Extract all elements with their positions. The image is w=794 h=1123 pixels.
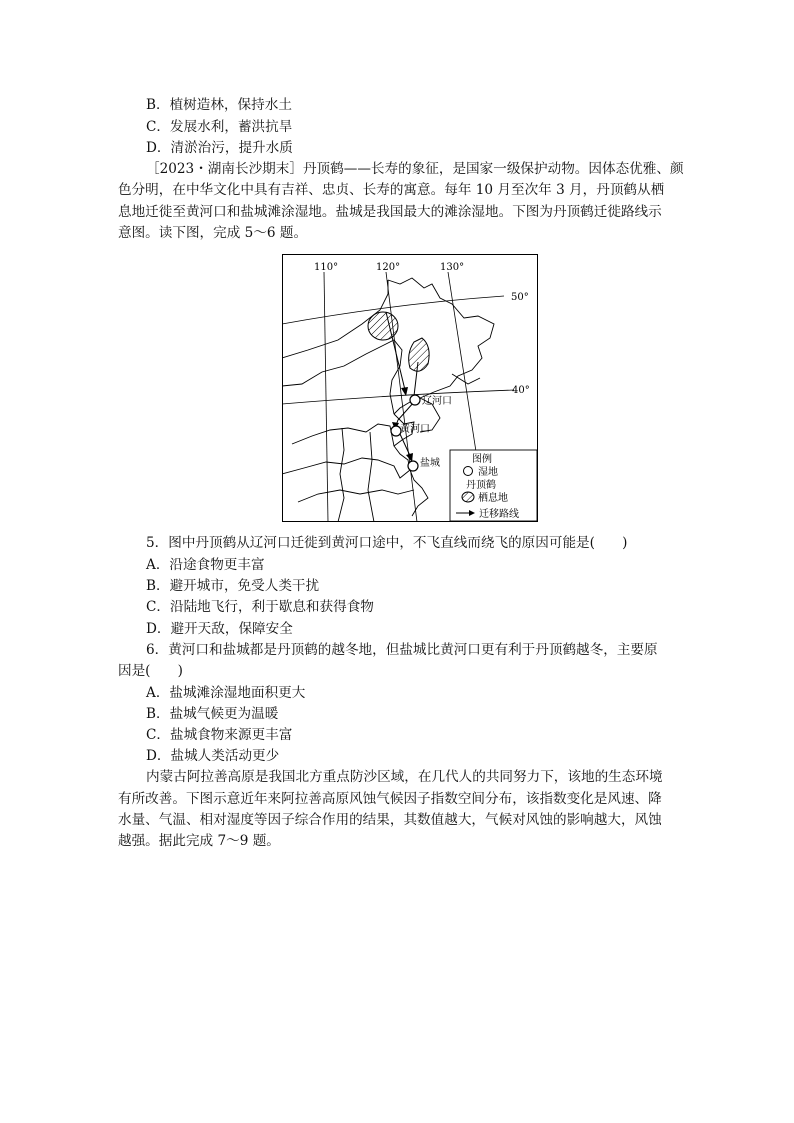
wetland-yancheng (408, 461, 418, 471)
place-label-liaohekou: 辽河口 (422, 396, 452, 407)
q6-stem-line1: 6．黄河口和盐城都是丹顶鹤的越冬地，但盐城比黄河口更有利于丹顶鹤越冬，主要原 (146, 642, 658, 658)
legend-route-label: 迁移路线 (479, 509, 519, 520)
map-legend (450, 450, 537, 521)
passage2-line3: 水量、气温、相对湿度等因子综合作用的结果，其数值越大，气候对风蚀的影响越大，风蚀 (118, 812, 662, 828)
lon-label-130: 130° (440, 262, 465, 273)
legend-wetland-icon (464, 467, 473, 476)
legend-title: 图例 (472, 454, 492, 465)
lon-label-120: 120° (376, 262, 401, 273)
q5-stem: 5．图中丹顶鹤从辽河口迁徙到黄河口途中，不飞直线而绕飞的原因可能是( ) (146, 535, 628, 551)
place-label-huanghekou: 黄河口 (400, 424, 430, 435)
passage2-line2: 有所改善。下图示意近年来阿拉善高原风蚀气候因子指数空间分布，该指数变化是风速、降 (118, 791, 662, 807)
q6-option-b: B．盐城气候更为温暖 (146, 706, 279, 722)
lat-label-40: 40° (512, 385, 530, 396)
option-b: B．植树造林，保持水土 (146, 97, 292, 113)
q5-option-d: D．避开天敌，保障安全 (146, 621, 293, 637)
wetland-liaohekou (410, 395, 420, 405)
legend-crane-label-1: 丹顶鹤 (466, 480, 496, 491)
q6-option-c: C．盐城食物来源更丰富 (146, 727, 293, 743)
q5-option-c: C．沿陆地飞行，利于歇息和获得食物 (146, 599, 374, 615)
lon-label-110: 110° (314, 262, 339, 273)
passage2-line1: 内蒙古阿拉善高原是我国北方重点防沙区域，在几代人的共同努力下，该地的生态环境 (146, 769, 663, 785)
passage1-line1: ［2023・湖南长沙期末］丹顶鹤——长寿的象征，是国家一级保护动物。因体态优雅、颜 (146, 161, 684, 177)
q6-option-d: D．盐城人类活动更少 (146, 748, 280, 764)
passage1-line4: 意图。读下图，完成 5～6 题。 (118, 225, 308, 241)
q6-stem-line2: 因是( ) (118, 663, 183, 679)
passage2-line4: 越强。据此完成 7～9 题。 (118, 833, 280, 849)
legend-wetland-label: 湿地 (478, 467, 498, 478)
passage1-line3: 息地迁徙至黄河口和盐城滩涂湿地。盐城是我国最大的滩涂湿地。下图为丹顶鹤迁徙路线示 (118, 204, 662, 220)
crane-migration-map (282, 254, 538, 522)
place-label-yancheng: 盐城 (420, 458, 440, 469)
option-d: D．清淤治污，提升水质 (146, 140, 293, 156)
legend-crane-label-2: 栖息地 (478, 493, 508, 504)
lat-label-50: 50° (511, 292, 529, 303)
legend-habitat-icon (462, 492, 474, 502)
option-c: C．发展水利，蓄洪抗旱 (146, 119, 293, 135)
passage1-line2: 色分明，在中华文化中具有吉祥、忠贞、长寿的寓意。每年 10 月至次年 3 月，丹顶鹤从栖 (118, 182, 665, 198)
q5-option-b: B．避开城市，免受人类干扰 (146, 578, 320, 594)
q6-option-a: A．盐城滩涂湿地面积更大 (146, 685, 306, 701)
q5-option-a: A．沿途食物更丰富 (146, 557, 265, 573)
habitat-west (368, 312, 398, 340)
